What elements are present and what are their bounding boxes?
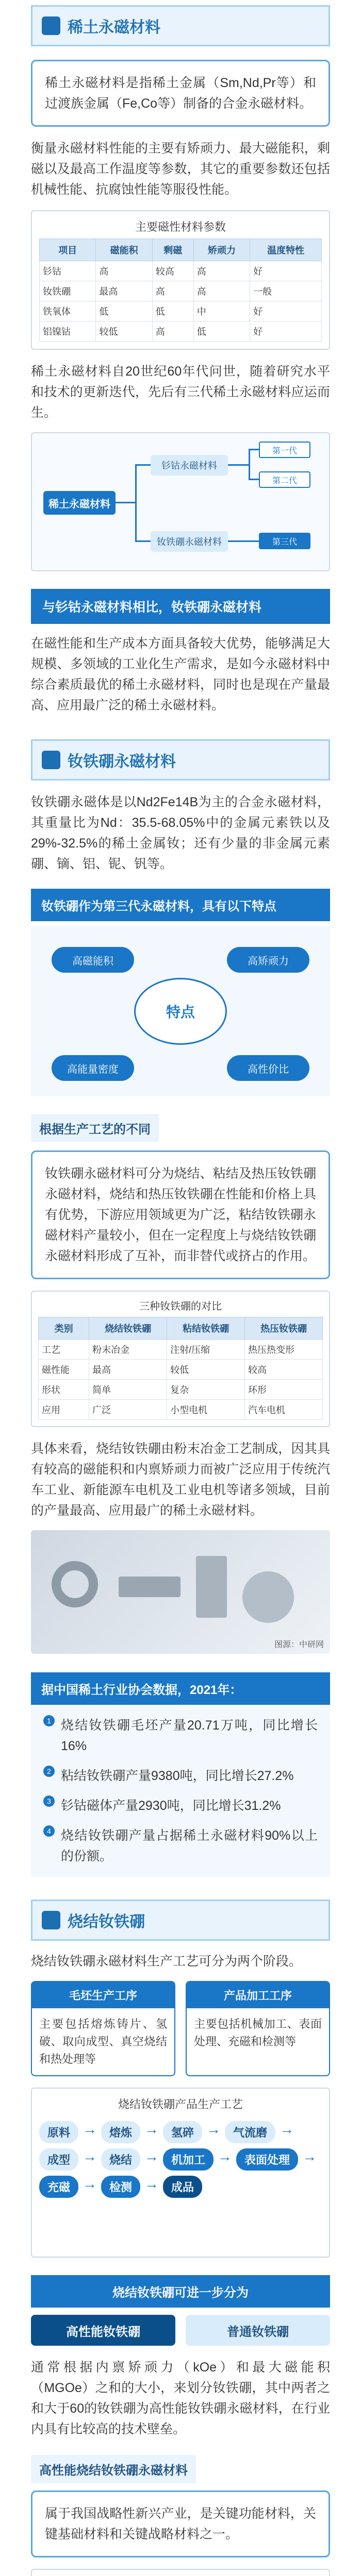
data-line-text: 烧结钕铁硼产量占据稀土永磁材料90%以上的份额。 [61, 1828, 318, 1863]
table-row [40, 321, 322, 342]
table-cell: 钕铁硼 [40, 281, 96, 301]
arrow-right-icon: → [302, 2148, 317, 2164]
table-title: 三种钕铁硼的对比 [139, 1301, 222, 1312]
tree-node-smco: 钐钴永磁材料 [151, 455, 228, 476]
arrow-right-icon: → [83, 2121, 97, 2137]
table-header: 类别 [39, 1317, 89, 1340]
table-cell: 较低 [96, 321, 152, 342]
section-header [31, 1900, 330, 1941]
ring-magnet-icon [52, 1561, 98, 1607]
magnet-icon [42, 16, 60, 35]
body-text: 衡量永磁材料性能的主要有矫顽力、最大磁能积，剩磁以及最高工作温度等参数，其它的重要参数还包括机械性能、抗腐蚀性能等服役性能。 [31, 141, 330, 197]
table-cell: 好 [250, 261, 322, 281]
tree-connector [249, 449, 250, 480]
table-cell: 高 [193, 281, 250, 301]
process-box [31, 1150, 330, 1279]
bullet-icon: 2 [43, 1766, 55, 1777]
table-cell: 高 [193, 261, 250, 281]
classification-text: 通常根据内禀矫顽力（kOe）和最大磁能积（MGOe）之和的大小，来划分钕铁硼，其中两者之和大于60的钕铁硼为高性能钕铁硼永磁材料，在行业内具有比较高的技术壁垒。 [31, 2360, 330, 2436]
table-cell: 低 [152, 301, 193, 321]
table-row [39, 1400, 323, 1420]
feature-point: 高矫顽力 [227, 947, 309, 973]
flow-step: 烧结 [101, 2148, 140, 2171]
table-header: 烧结钕铁硼 [89, 1317, 167, 1340]
comparison-table-card [31, 1291, 330, 1427]
table-cell: 中 [193, 301, 250, 321]
data-line [43, 1715, 318, 1756]
table-cell: 较高 [152, 261, 193, 281]
table-cell: 好 [250, 301, 322, 321]
flow-steps [39, 2121, 322, 2198]
data-line [43, 1795, 318, 1816]
table-row [39, 1380, 323, 1400]
arrow-right-icon: → [144, 2148, 159, 2164]
bar-magnet-icon [196, 1556, 227, 1618]
process-box-blank [31, 1981, 175, 2076]
table-cell: 应用 [39, 1400, 89, 1420]
table-title: 主要磁性材料参数 [135, 221, 226, 233]
hp-text: 属于我国战略性新兴产业，是关键功能材料，关键基础材料和关键战略材料之一。 [45, 2506, 316, 2541]
process-box-text: 主要包括熔炼铸片、氢破、取向成型、真空烧结和热处理等 [39, 2018, 167, 2065]
tree-gen-2: 第二代 [259, 471, 310, 488]
table-cell: 广泛 [89, 1400, 167, 1420]
section-process-types [31, 1114, 330, 1654]
tree-connector [135, 540, 151, 542]
intro-text: 稀土永磁材料是指稀土金属（Sm,Nd,Pr等）和过渡族金属（Fe,Co等）制备的合金永磁材料。 [45, 76, 316, 111]
data-line-text: 粘结钕铁硼产量9380吨，同比增长27.2% [61, 1769, 294, 1783]
table-header: 剩磁 [152, 239, 193, 261]
table-row [40, 261, 322, 281]
bullet-icon: 3 [43, 1795, 55, 1807]
flow-step: 成品 [163, 2176, 202, 2198]
sintered-text: 具体来看，烧结钕铁硼由粉末冶金工艺制成，因其具有较高的磁能积和内禀矫顽力而被广泛应用于传统汽车工业、新能源车电机及工业电机等诸多领域，目前的产量最高、应用最广的稀土永磁材料。 [31, 1442, 330, 1518]
table-cell: 粉末冶金 [89, 1340, 167, 1360]
arrow-right-icon: → [144, 2176, 159, 2192]
section-sintered [31, 1900, 330, 2258]
features-diagram [31, 926, 330, 1096]
feature-point: 高性价比 [227, 1055, 309, 1081]
table-row [40, 281, 322, 301]
table-cell: 好 [250, 321, 322, 342]
arrow-right-icon: → [206, 2121, 221, 2137]
generations-diagram [31, 432, 330, 571]
data-line [43, 1825, 318, 1867]
arrow-right-icon: → [144, 2121, 159, 2137]
table-cell: 复杂 [167, 1380, 245, 1400]
data-line [43, 1766, 318, 1786]
table-cell: 较低 [167, 1360, 245, 1380]
table-header: 温度特性 [250, 239, 322, 261]
hp-box [31, 2490, 330, 2557]
section-high-performance [31, 2455, 330, 2576]
table-cell: 磁性能 [39, 1360, 89, 1380]
params-table-card [31, 210, 330, 350]
process-label: 根据生产工艺的不同 [31, 1114, 159, 1142]
tree-connector [249, 449, 259, 450]
classification-options [31, 2315, 330, 2346]
flow-step: 原料 [39, 2121, 78, 2143]
magnets-photo [31, 1530, 330, 1654]
flow-step: 气流磨 [225, 2121, 275, 2143]
flow-step: 熔炼 [101, 2121, 140, 2143]
flow-step: 检测 [101, 2176, 140, 2198]
table-header: 粘结钕铁硼 [167, 1317, 245, 1340]
hp-label: 高性能烧结钕铁硼永磁材料 [31, 2455, 196, 2483]
table-cell: 最高 [89, 1360, 167, 1380]
data-line-text: 钐钴磁体产量2930吨，同比增长31.2% [61, 1799, 281, 1813]
table-cell: 形状 [39, 1380, 89, 1400]
flow-step: 机加工 [163, 2148, 214, 2171]
magnet-icon [42, 751, 60, 769]
data-line-text: 烧结钕铁硼毛坯产量20.71万吨，同比增长16% [61, 1718, 318, 1753]
ndfeb-text: 钕铁硼永磁体是以Nd2Fe14B为主的合金永磁材料，其重量比为Nd：35.5-68.05%中的金属元素铁以及29%-32.5%的稀土金属钕；还有少量的非金属元素硼、镝、铝、铌、钒等。 [31, 795, 330, 871]
data-banner: 据中国稀土行业协会数据，2021年： [31, 1672, 330, 1705]
process-box-title: 毛坯生产工序 [32, 1982, 174, 2008]
section-2021-data [31, 1672, 330, 1877]
comparison-table [38, 1317, 323, 1420]
tree-connector [116, 502, 136, 503]
feature-point: 高能量密度 [52, 1055, 134, 1081]
tree-connector [135, 464, 137, 541]
flow-step: 表面处理 [236, 2148, 298, 2171]
intro-box [31, 60, 330, 127]
table-cell: 工艺 [39, 1340, 89, 1360]
section-title: 钕铁硼永磁材料 [68, 753, 176, 770]
table-cell: 小型电机 [167, 1400, 245, 1420]
table-row [40, 301, 322, 321]
classification-banner: 烧结钕铁硼可进一步分为 [31, 2275, 330, 2308]
flow-step: 氢碎 [163, 2121, 202, 2143]
sintered-intro: 烧结钕铁硼永磁材料生产工艺可分为两个阶段。 [31, 1954, 302, 1969]
process-box-product [186, 1981, 330, 2076]
normal-label: 普通钕铁硼 [186, 2315, 330, 2346]
demand-chart-card [31, 2569, 330, 2576]
disc-magnet-icon [242, 1571, 294, 1623]
table-cell: 铁氧体 [40, 301, 96, 321]
table-cell: 最高 [96, 281, 152, 301]
tree-root: 稀土永磁材料 [43, 491, 116, 515]
tree-node-ndfeb: 钕铁硼永磁材料 [151, 531, 228, 552]
table-cell: 高 [152, 321, 193, 342]
section-title: 烧结钕铁硼 [68, 1913, 145, 1930]
arrow-right-icon: → [218, 2148, 233, 2164]
features-banner: 钕铁硼作为第三代永磁材料，具有以下特点 [31, 889, 330, 921]
table-cell: 钐钴 [40, 261, 96, 281]
high-performance-label: 高性能钕铁硼 [31, 2315, 175, 2346]
table-cell: 低 [96, 301, 152, 321]
table-header: 磁能积 [96, 239, 152, 261]
section-header [31, 739, 330, 781]
table-row [39, 1360, 323, 1380]
block-magnet-icon [119, 1577, 180, 1597]
flow-step: 充磁 [39, 2176, 78, 2198]
table-header: 矫顽力 [193, 239, 250, 261]
tree-connector [135, 464, 151, 466]
flow-step: 成型 [39, 2148, 78, 2171]
table-cell: 较高 [245, 1360, 323, 1380]
arrow-right-icon: → [83, 2176, 97, 2192]
table-cell: 一般 [250, 281, 322, 301]
comparison-banner: 与钐钴永磁材料相比，钕铁硼永磁材料 [31, 589, 330, 624]
table-header: 热压钕铁硼 [245, 1317, 323, 1340]
process-text: 钕铁硼永磁材料可分为烧结、粘结及热压钕铁硼永磁材料，烧结和热压钕铁硼在性能和价格上具有优势，下游应用领域更为广泛，粘结钕铁硼永磁材料产量较小，但在一定程度上与烧结钕铁硼永磁材料形成了互补，而非替代或挤占的作用。 [45, 1166, 316, 1263]
data-list [31, 1705, 330, 1877]
tree-connector [249, 479, 259, 480]
section-header [31, 5, 330, 46]
bullet-icon: 1 [43, 1715, 55, 1726]
feature-point: 高磁能积 [52, 947, 134, 973]
bullet-icon: 4 [43, 1825, 55, 1837]
arrow-right-icon: → [280, 2121, 294, 2137]
features-center: 特点 [134, 978, 227, 1045]
history-text: 稀土永磁材料自20世纪60年代问世，随着研究水平和技术的更新迭代，先后有三代稀土永磁材料应运而生。 [31, 364, 330, 420]
process-box-title: 产品加工工序 [187, 1982, 329, 2008]
table-cell: 低 [193, 321, 250, 342]
process-box-text: 主要包括机械加工、表面处理、充磁和检测等 [194, 2018, 322, 2048]
arrow-right-icon: → [83, 2148, 97, 2164]
table-cell: 简单 [89, 1380, 167, 1400]
tree-gen-3: 第三代 [259, 533, 310, 549]
tree-connector [228, 464, 249, 466]
process-boxes [31, 1981, 330, 2076]
section-comparison [31, 589, 330, 716]
section-title: 稀土永磁材料 [68, 19, 160, 36]
table-header: 项目 [40, 239, 96, 261]
process-flow-card [31, 2088, 330, 2258]
table-cell: 高 [96, 261, 152, 281]
section-ndfeb [31, 739, 330, 1096]
table-cell: 汽车电机 [245, 1400, 323, 1420]
table-cell: 铝镍钴 [40, 321, 96, 342]
photo-caption: 图源：中研网 [274, 1640, 324, 1649]
table-cell: 热压热变形 [245, 1340, 323, 1360]
flow-title: 烧结钕铁硼产品生产工艺 [118, 2098, 243, 2111]
table-row [39, 1340, 323, 1360]
tree-gen-1: 第一代 [259, 442, 310, 458]
magnet-icon [42, 1911, 60, 1929]
params-table [39, 239, 322, 342]
table-cell: 环形 [245, 1380, 323, 1400]
comparison-text: 在磁性能和生产成本方面具备较大优势，能够满足大规模、多领域的工业化生产需求，是如今永磁材料中综合素质最优的稀土永磁材料，同时也是现在产量最高、应用最广泛的稀土永磁材料。 [31, 636, 330, 713]
tree-connector [228, 540, 259, 542]
section-rare-earth [31, 5, 330, 571]
table-cell: 注射/压缩 [167, 1340, 245, 1360]
table-cell: 高 [152, 281, 193, 301]
section-classification [31, 2275, 330, 2439]
